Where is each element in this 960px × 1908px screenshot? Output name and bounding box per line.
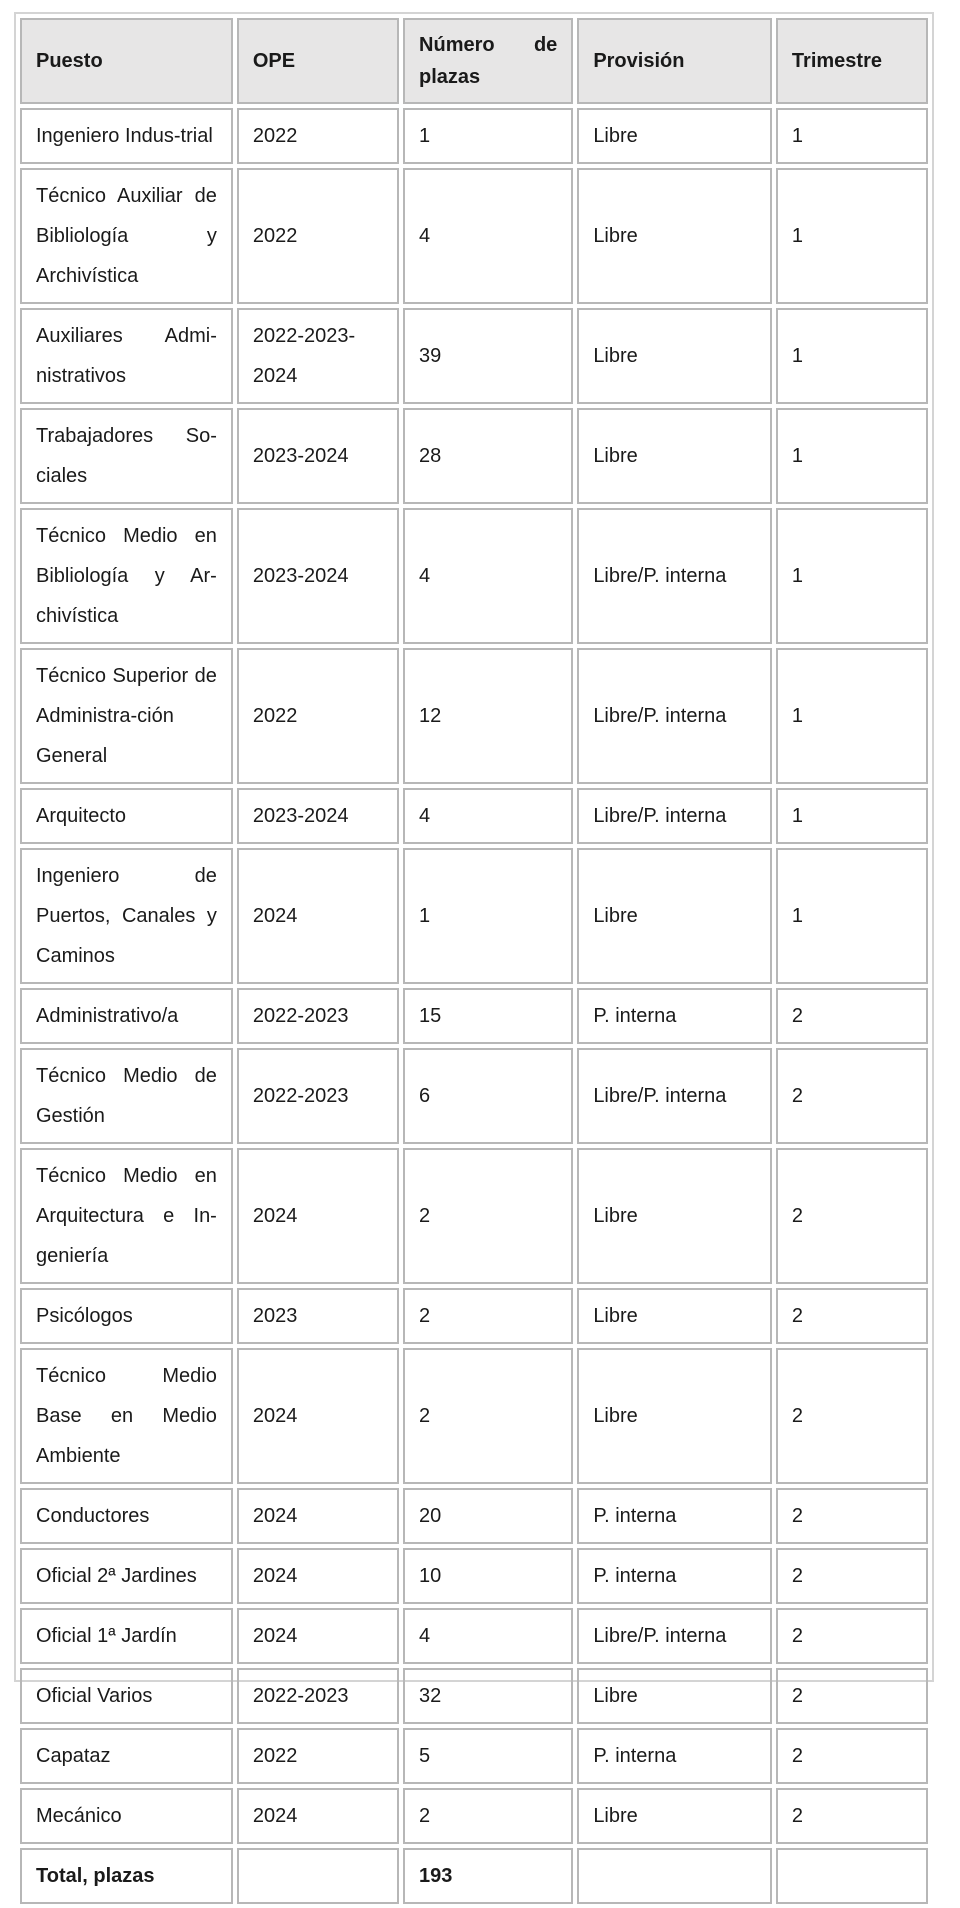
cell-trimestre: 2 xyxy=(776,1728,928,1784)
cell-provision: Libre xyxy=(577,1148,772,1284)
cell-provision: P. interna xyxy=(577,1488,772,1544)
cell-trimestre: 2 xyxy=(776,1548,928,1604)
cell-trimestre: 1 xyxy=(776,508,928,644)
cell-provision: Libre xyxy=(577,108,772,164)
cell-puesto: Técnico Medio en Arquitectura e In-geniería xyxy=(20,1148,233,1284)
cell-trimestre: 2 xyxy=(776,1148,928,1284)
cell-ope: 2024 xyxy=(237,1148,399,1284)
table-row xyxy=(20,1488,928,1544)
cell-puesto: Técnico Auxiliar de Bibliología y Archivística xyxy=(20,168,233,304)
cell-ope: 2022-2023-2024 xyxy=(237,308,399,404)
table-row xyxy=(20,508,928,644)
cell-puesto: Ingeniero Indus-trial xyxy=(20,108,233,164)
cell-ope: 2023-2024 xyxy=(237,788,399,844)
cell-provision: Libre/P. interna xyxy=(577,1048,772,1144)
table-body xyxy=(20,108,928,1904)
total-trimestre xyxy=(776,1848,928,1904)
cell-trimestre: 1 xyxy=(776,408,928,504)
cell-plazas: 1 xyxy=(403,108,573,164)
table-row xyxy=(20,1728,928,1784)
cell-trimestre: 2 xyxy=(776,988,928,1044)
cell-trimestre: 2 xyxy=(776,1348,928,1484)
header-ope: OPE xyxy=(237,18,399,104)
cell-ope: 2022-2023 xyxy=(237,988,399,1044)
table-row xyxy=(20,308,928,404)
cell-ope: 2022 xyxy=(237,108,399,164)
cell-puesto: Ingeniero de Puertos, Canales y Caminos xyxy=(20,848,233,984)
cell-puesto: Técnico Medio Base en Medio Ambiente xyxy=(20,1348,233,1484)
cell-puesto: Técnico Superior de Administra-ción General xyxy=(20,648,233,784)
total-row xyxy=(20,1848,928,1904)
cell-trimestre: 2 xyxy=(776,1288,928,1344)
cell-plazas: 39 xyxy=(403,308,573,404)
cell-puesto: Mecánico xyxy=(20,1788,233,1844)
cell-plazas: 1 xyxy=(403,848,573,984)
cell-plazas: 6 xyxy=(403,1048,573,1144)
table-row xyxy=(20,988,928,1044)
cell-puesto: Oficial Varios xyxy=(20,1668,233,1724)
table-row xyxy=(20,1608,928,1664)
table-row xyxy=(20,1788,928,1844)
table-row xyxy=(20,1668,928,1724)
cell-provision: Libre/P. interna xyxy=(577,508,772,644)
cell-provision: Libre xyxy=(577,308,772,404)
cell-puesto: Oficial 1ª Jardín xyxy=(20,1608,233,1664)
cell-puesto: Técnico Medio de Gestión xyxy=(20,1048,233,1144)
total-ope xyxy=(237,1848,399,1904)
table-row xyxy=(20,648,928,784)
cell-provision: Libre xyxy=(577,168,772,304)
cell-puesto: Arquitecto xyxy=(20,788,233,844)
header-trimestre: Trimestre xyxy=(776,18,928,104)
cell-provision: Libre xyxy=(577,1788,772,1844)
table-row xyxy=(20,168,928,304)
cell-trimestre: 1 xyxy=(776,108,928,164)
cell-puesto: Administrativo/a xyxy=(20,988,233,1044)
cell-plazas: 12 xyxy=(403,648,573,784)
header-puesto: Puesto xyxy=(20,18,233,104)
cell-puesto: Capataz xyxy=(20,1728,233,1784)
cell-puesto: Auxiliares Admi-nistrativos xyxy=(20,308,233,404)
table-row xyxy=(20,108,928,164)
header-numero-plazas: Número de plazas xyxy=(403,18,573,104)
cell-ope: 2024 xyxy=(237,1488,399,1544)
cell-provision: P. interna xyxy=(577,988,772,1044)
cell-plazas: 20 xyxy=(403,1488,573,1544)
cell-trimestre: 1 xyxy=(776,168,928,304)
cell-ope: 2024 xyxy=(237,1548,399,1604)
cell-plazas: 4 xyxy=(403,788,573,844)
cell-plazas: 4 xyxy=(403,168,573,304)
cell-ope: 2022-2023 xyxy=(237,1048,399,1144)
total-label: Total, plazas xyxy=(20,1848,233,1904)
cell-provision: Libre/P. interna xyxy=(577,648,772,784)
total-plazas: 193 xyxy=(403,1848,573,1904)
cell-provision: Libre xyxy=(577,1288,772,1344)
cell-puesto: Trabajadores So-ciales xyxy=(20,408,233,504)
cell-puesto: Oficial 2ª Jardines xyxy=(20,1548,233,1604)
header-provision: Provisión xyxy=(577,18,772,104)
cell-plazas: 10 xyxy=(403,1548,573,1604)
cell-plazas: 5 xyxy=(403,1728,573,1784)
cell-ope: 2022 xyxy=(237,1728,399,1784)
cell-plazas: 4 xyxy=(403,1608,573,1664)
table-row xyxy=(20,1548,928,1604)
cell-trimestre: 1 xyxy=(776,308,928,404)
cell-provision: Libre xyxy=(577,1668,772,1724)
cell-plazas: 4 xyxy=(403,508,573,644)
table-row xyxy=(20,1288,928,1344)
cell-plazas: 32 xyxy=(403,1668,573,1724)
cell-plazas: 28 xyxy=(403,408,573,504)
cell-provision: P. interna xyxy=(577,1728,772,1784)
cell-puesto: Psicólogos xyxy=(20,1288,233,1344)
cell-plazas: 15 xyxy=(403,988,573,1044)
cell-trimestre: 2 xyxy=(776,1608,928,1664)
cell-trimestre: 2 xyxy=(776,1048,928,1144)
total-provision xyxy=(577,1848,772,1904)
cell-trimestre: 1 xyxy=(776,648,928,784)
header-row xyxy=(20,18,928,104)
table-row xyxy=(20,1148,928,1284)
cell-trimestre: 1 xyxy=(776,788,928,844)
cell-trimestre: 2 xyxy=(776,1488,928,1544)
cell-plazas: 2 xyxy=(403,1288,573,1344)
cell-ope: 2023-2024 xyxy=(237,408,399,504)
plazas-table xyxy=(16,14,932,1908)
cell-plazas: 2 xyxy=(403,1148,573,1284)
table-row xyxy=(20,1048,928,1144)
table-row xyxy=(20,408,928,504)
table-row xyxy=(20,788,928,844)
cell-provision: P. interna xyxy=(577,1548,772,1604)
cell-puesto: Conductores xyxy=(20,1488,233,1544)
table-row xyxy=(20,1348,928,1484)
table-row xyxy=(20,848,928,984)
cell-plazas: 2 xyxy=(403,1788,573,1844)
cell-trimestre: 2 xyxy=(776,1668,928,1724)
cell-provision: Libre/P. interna xyxy=(577,1608,772,1664)
cell-trimestre: 1 xyxy=(776,848,928,984)
cell-puesto: Técnico Medio en Bibliología y Ar-chivística xyxy=(20,508,233,644)
table-container xyxy=(14,12,934,1887)
cell-ope: 2024 xyxy=(237,848,399,984)
cell-ope: 2024 xyxy=(237,1348,399,1484)
cell-provision: Libre xyxy=(577,408,772,504)
cell-ope: 2024 xyxy=(237,1788,399,1844)
cell-plazas: 2 xyxy=(403,1348,573,1484)
cell-ope: 2022-2023 xyxy=(237,1668,399,1724)
cell-ope: 2023 xyxy=(237,1288,399,1344)
cell-provision: Libre/P. interna xyxy=(577,788,772,844)
cell-ope: 2022 xyxy=(237,648,399,784)
cell-ope: 2024 xyxy=(237,1608,399,1664)
cell-trimestre: 2 xyxy=(776,1788,928,1844)
cell-provision: Libre xyxy=(577,1348,772,1484)
cell-ope: 2023-2024 xyxy=(237,508,399,644)
cell-provision: Libre xyxy=(577,848,772,984)
cell-ope: 2022 xyxy=(237,168,399,304)
